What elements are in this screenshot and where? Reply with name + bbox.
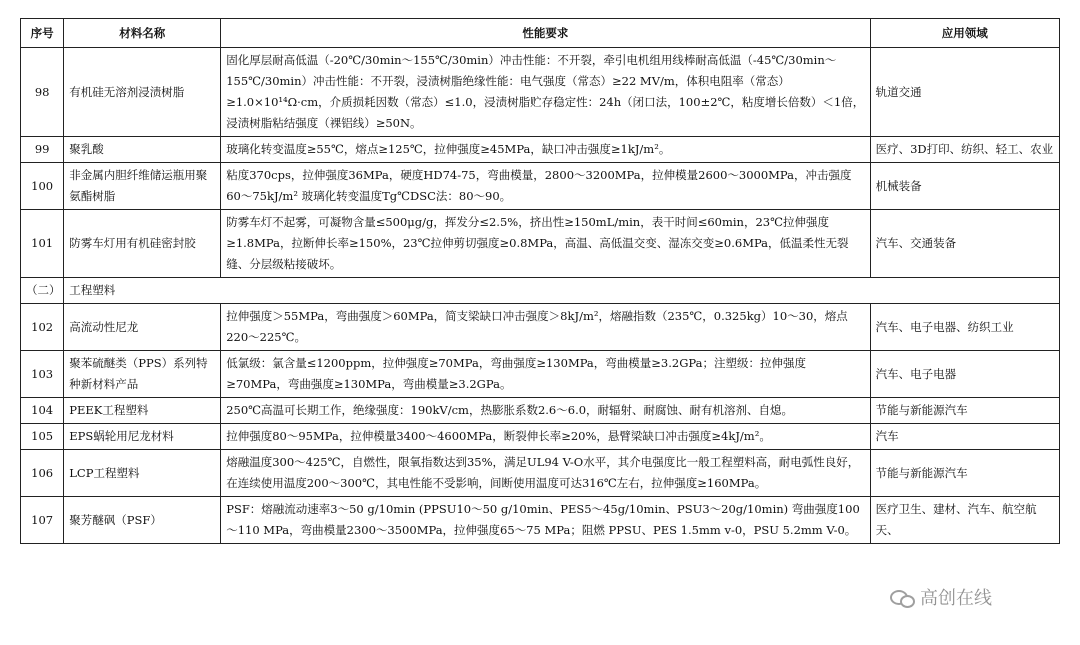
table-row bbox=[21, 450, 1060, 497]
row-application: 节能与新能源汽车 bbox=[870, 398, 1059, 424]
row-name: 聚乳酸 bbox=[64, 137, 221, 163]
row-no: 102 bbox=[21, 304, 64, 351]
row-application: 汽车、交通装备 bbox=[870, 210, 1059, 278]
row-application: 医疗卫生、建材、汽车、航空航天、 bbox=[870, 497, 1059, 544]
row-name: LCP工程塑料 bbox=[64, 450, 221, 497]
row-requirements: 玻璃化转变温度≥55℃，熔点≥125℃，拉伸强度≥45MPa，缺口冲击强度≥1kJ/m²。 bbox=[221, 137, 870, 163]
header-row bbox=[21, 19, 1060, 48]
row-application: 汽车 bbox=[870, 424, 1059, 450]
row-name: 有机硅无溶剂浸渍树脂 bbox=[64, 48, 221, 137]
header-requirements: 性能要求 bbox=[221, 19, 870, 48]
row-requirements: 低氯级：氯含量≤1200ppm，拉伸强度≥70MPa，弯曲强度≥130MPa，弯曲模量≥3.2GPa；注塑级：拉伸强度≥70MPa，弯曲强度≥130MPa，弯曲模量≥3.2GPa。 bbox=[221, 351, 870, 398]
table-row bbox=[21, 304, 1060, 351]
table-row bbox=[21, 137, 1060, 163]
row-no: 106 bbox=[21, 450, 64, 497]
row-application: 医疗、3D打印、纺织、轻工、农业 bbox=[870, 137, 1059, 163]
header-no: 序号 bbox=[21, 19, 64, 48]
row-application: 轨道交通 bbox=[870, 48, 1059, 137]
section-row bbox=[21, 278, 1060, 304]
watermark-text: 高创在线 bbox=[920, 588, 992, 609]
table-row bbox=[21, 351, 1060, 398]
row-no: 101 bbox=[21, 210, 64, 278]
header-name: 材料名称 bbox=[64, 19, 221, 48]
watermark bbox=[890, 584, 992, 610]
row-no: 100 bbox=[21, 163, 64, 210]
row-name: PEEK工程塑料 bbox=[64, 398, 221, 424]
header-application: 应用领域 bbox=[870, 19, 1059, 48]
row-application: 汽车、电子电器、纺织工业 bbox=[870, 304, 1059, 351]
row-no: 107 bbox=[21, 497, 64, 544]
row-requirements: 250℃高温可长期工作，绝缘强度：190kV/cm，热膨胀系数2.6～6.0，耐辐射、耐腐蚀、耐有机溶剂、自熄。 bbox=[221, 398, 870, 424]
table-row bbox=[21, 424, 1060, 450]
row-application: 汽车、电子电器 bbox=[870, 351, 1059, 398]
row-name: 高流动性尼龙 bbox=[64, 304, 221, 351]
row-requirements: 熔融温度300～425℃，自燃性，限氧指数达到35%，满足UL94 V-O水平，其介电强度比一般工程塑料高，耐电弧性良好，在连续使用温度200～300℃，其电性能不受影响，间断使用温度可达316℃左右，拉伸强度≥160MPa。 bbox=[221, 450, 870, 497]
section-no: （二） bbox=[21, 278, 64, 304]
row-requirements: 拉伸强度80～95MPa，拉伸模量3400～4600MPa，断裂伸长率≥20%，悬臂梁缺口冲击强度≥4kJ/m²。 bbox=[221, 424, 870, 450]
row-no: 105 bbox=[21, 424, 64, 450]
row-no: 98 bbox=[21, 48, 64, 137]
row-requirements: 拉伸强度＞55MPa，弯曲强度＞60MPa，简支梁缺口冲击强度＞8kJ/m²，熔融指数（235℃，0.325kg）10～30，熔点220～225℃。 bbox=[221, 304, 870, 351]
table-row bbox=[21, 48, 1060, 137]
wechat-icon bbox=[890, 587, 914, 607]
row-no: 99 bbox=[21, 137, 64, 163]
row-requirements: 防雾车灯不起雾，可凝物含量≤500μg/g，挥发分≤2.5%，挤出性≥150mL/min，表干时间≤60min，23℃拉伸强度≥1.8MPa，拉断伸长率≥150%，23℃拉伸剪切强度≥0.8MPa，高温、高低温交变、湿冻交变≥0.6MPa，低温柔性无裂缝、分层级粘接破坏。 bbox=[221, 210, 870, 278]
table-row bbox=[21, 497, 1060, 544]
row-no: 104 bbox=[21, 398, 64, 424]
materials-table bbox=[20, 18, 1060, 544]
row-application: 机械装备 bbox=[870, 163, 1059, 210]
row-requirements: 固化厚层耐高低温（-20℃/30min～155℃/30min）冲击性能：不开裂，牵引电机组用线棒耐高低温（-45℃/30min～155℃/30min）冲击性能：不开裂，浸渍树脂绝缘性能：电气强度（常态）≥22 MV/m，体积电阻率（常态）≥1.0×10¹⁴Ω·cm，介质损耗因数（常态）≤1.0，浸渍树脂贮存稳定性：24h（闭口法，100±2℃，粘度增长倍数）＜1倍，浸渍树脂粘结强度（裸铝线）≥50N。 bbox=[221, 48, 870, 137]
row-name: EPS蜗轮用尼龙材料 bbox=[64, 424, 221, 450]
row-name: 非金属内胆纤维储运瓶用聚氨酯树脂 bbox=[64, 163, 221, 210]
row-requirements: PSF：熔融流动速率3～50 g/10min (PPSU10～50 g/10min、PES5～45g/10min、PSU3～20g/10min) 弯曲强度100～110 MPa，弯曲模量2300～3500MPa，拉伸强度65～75 MPa；阻燃 PPSU、PES 1.5mm v-0，PSU 5.2mm V-0。 bbox=[221, 497, 870, 544]
table-row bbox=[21, 398, 1060, 424]
table-row bbox=[21, 210, 1060, 278]
row-name: 聚芳醚砜（PSF） bbox=[64, 497, 221, 544]
row-no: 103 bbox=[21, 351, 64, 398]
table-row bbox=[21, 163, 1060, 210]
row-application: 节能与新能源汽车 bbox=[870, 450, 1059, 497]
section-label: 工程塑料 bbox=[64, 278, 1060, 304]
row-name: 聚苯硫醚类（PPS）系列特种新材料产品 bbox=[64, 351, 221, 398]
row-name: 防雾车灯用有机硅密封胶 bbox=[64, 210, 221, 278]
row-requirements: 粘度370cps，拉伸强度36MPa，硬度HD74-75，弯曲模量，2800～3200MPa，拉伸模量2600～3000MPa，冲击强度60～75kJ/m² 玻璃化转变温度Tg℃DSC法：80～90。 bbox=[221, 163, 870, 210]
